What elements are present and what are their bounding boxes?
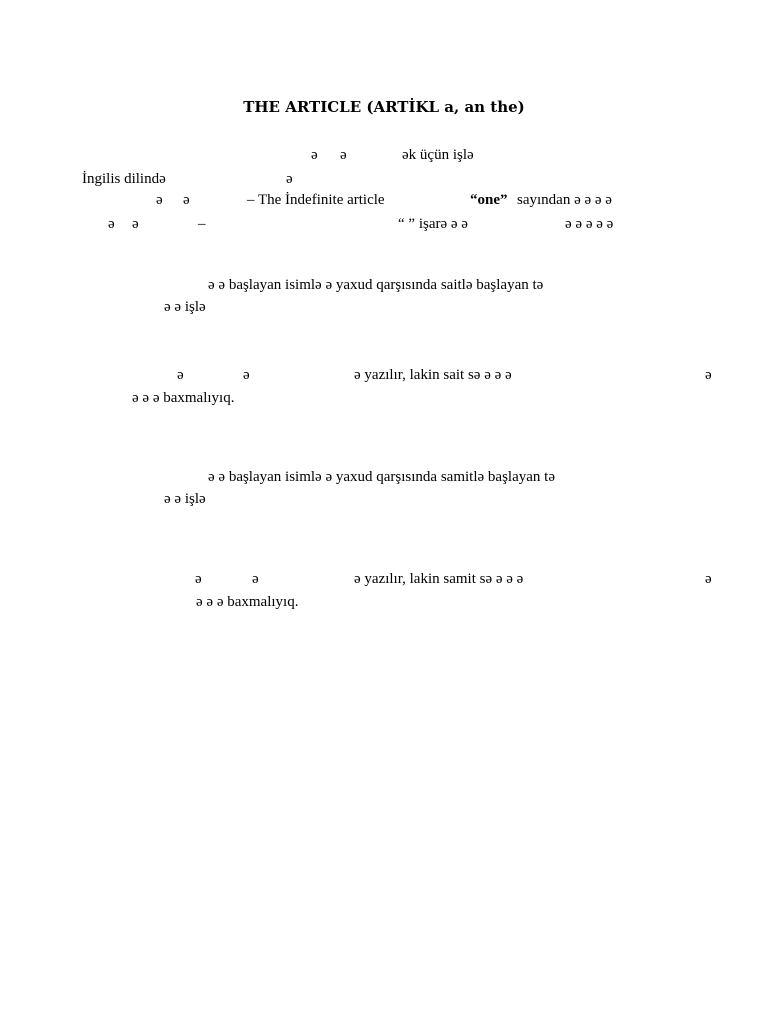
consonant-note-line: ə ə ə baxmalıyıq.	[196, 594, 299, 610]
text-fragment: ə	[183, 192, 190, 208]
consonant-rule-line: ə ə işlə	[164, 491, 206, 507]
text-fragment: “ ” işarə ə ə	[398, 216, 468, 232]
vowel-note-line: ə yazılır, lakin sait sə ə ə ə	[354, 367, 512, 383]
document-title: THE ARTICLE (ARTİKL a, an the)	[243, 98, 525, 116]
text-fragment: –	[198, 216, 206, 232]
consonant-rule-line: ə ə başlayan isimlə ə yaxud qarşısında samitlə başlayan tə	[208, 469, 555, 485]
text-fragment: ə ə ə ə ə	[565, 216, 614, 232]
text-fragment: ə	[177, 367, 184, 383]
text-fragment: sayından ə ə ə ə	[517, 192, 612, 208]
text-fragment: İngilis dilində	[82, 171, 166, 187]
text-fragment: ə	[195, 571, 202, 587]
text-fragment: ə	[705, 367, 712, 383]
text-fragment: ə	[132, 216, 139, 232]
vowel-note-line: ə ə ə baxmalıyıq.	[132, 390, 235, 406]
text-fragment: ə	[243, 367, 250, 383]
text-fragment: ək üçün işlə	[402, 147, 474, 163]
vowel-rule-line: ə ə başlayan isimlə ə yaxud qarşısında saitlə başlayan tə	[208, 277, 544, 293]
text-fragment: ə	[156, 192, 163, 208]
one-word: “one”	[470, 192, 508, 208]
vowel-rule-line: ə ə işlə	[164, 299, 206, 315]
consonant-note-line: ə yazılır, lakin samit sə ə ə ə	[354, 571, 524, 587]
indefinite-article-label: – The İndefinite article	[247, 192, 385, 208]
text-fragment: ə	[108, 216, 115, 232]
text-fragment: ə	[252, 571, 259, 587]
text-fragment: ə	[340, 147, 347, 163]
text-fragment: ə	[705, 571, 712, 587]
text-fragment: ə	[286, 171, 293, 187]
text-fragment: ə	[311, 147, 318, 163]
